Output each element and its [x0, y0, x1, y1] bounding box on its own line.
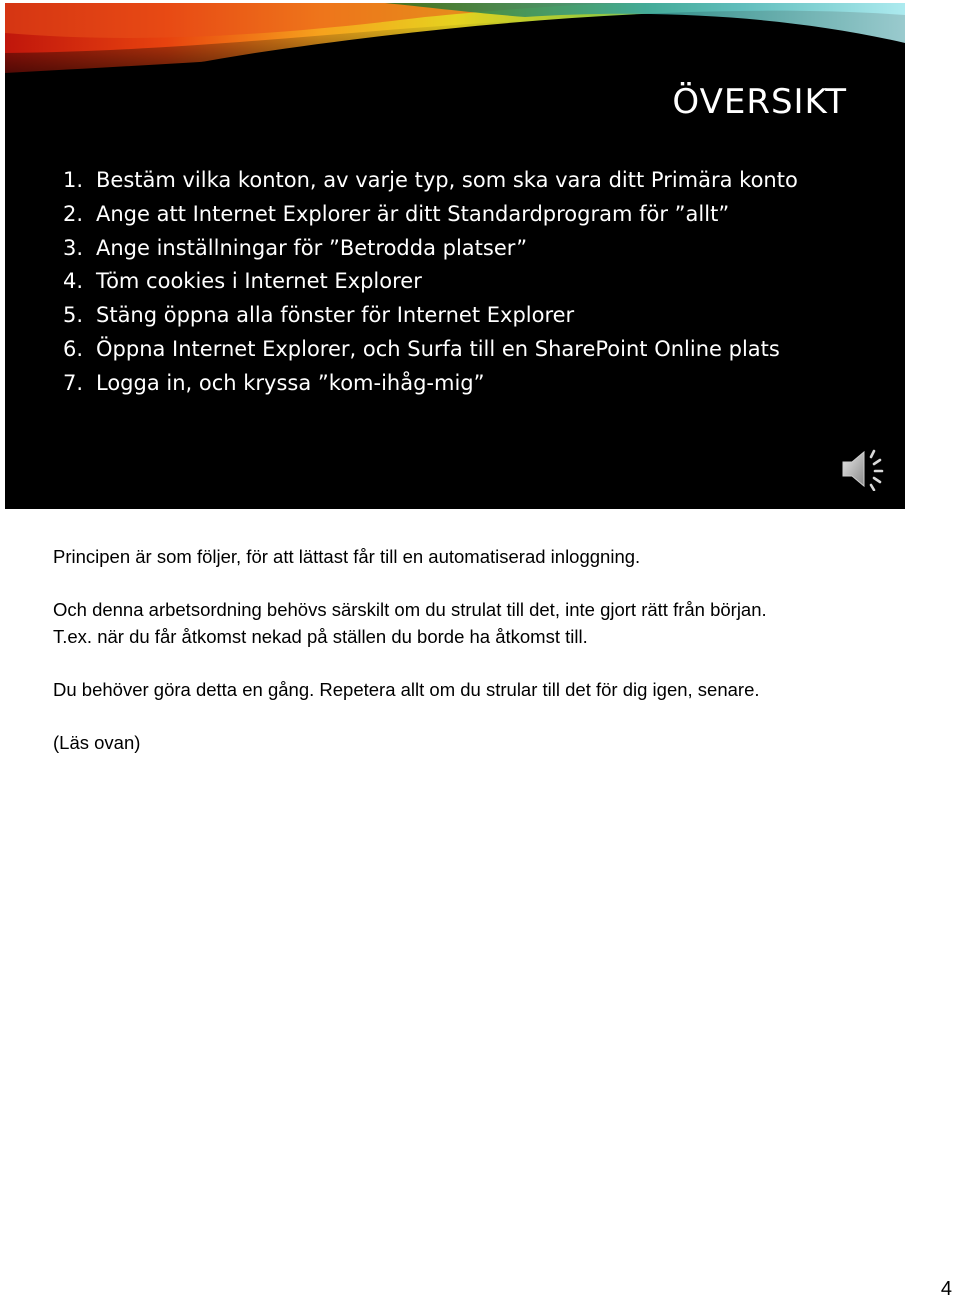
list-item — [63, 333, 798, 367]
list-item-number: 4. — [63, 269, 84, 294]
notes-line: Och denna arbetsordning behövs särskilt om du strulat till det, inte gjort rätt från början. — [53, 599, 767, 620]
slide-thumbnail — [5, 3, 905, 509]
list-item — [63, 164, 798, 198]
list-item-number: 3. — [63, 235, 84, 260]
list-item-text: Bestäm vilka konton, av varje typ, som ska vara ditt Primära konto — [96, 168, 798, 192]
notes-paragraph: Du behöver göra detta en gång. Repetera allt om du strular till det för dig igen, senare. — [53, 679, 760, 700]
list-item — [63, 299, 798, 333]
slide-title: ÖVERSIKT — [672, 82, 847, 122]
notes-paragraph — [53, 596, 913, 650]
list-item-text: Logga in, och kryssa ”kom-ihåg-mig” — [96, 370, 485, 395]
list-item-text: Öppna Internet Explorer, och Surfa till en SharePoint Online plats — [96, 336, 780, 361]
list-item-number: 5. — [63, 303, 84, 328]
list-item-number: 6. — [63, 336, 84, 361]
list-item — [63, 367, 798, 401]
list-item — [63, 265, 798, 299]
list-item-text: Stäng öppna alla fönster för Internet Explorer — [96, 303, 575, 328]
list-item — [63, 198, 798, 232]
slide-step-list — [63, 164, 798, 401]
list-item-text: Töm cookies i Internet Explorer — [96, 269, 422, 294]
notes-paragraph: (Läs ovan) — [53, 732, 141, 753]
notes-line: T.ex. när du får åtkomst nekad på ställen du borde ha åtkomst till. — [53, 626, 588, 647]
list-item-text: Ange att Internet Explorer är ditt Standardprogram för ”allt” — [96, 201, 730, 226]
list-item-number: 7. — [63, 370, 84, 395]
list-item-text: Ange inställningar för ”Betrodda platser” — [96, 235, 528, 260]
list-item-number: 2. — [63, 201, 84, 226]
list-item — [63, 232, 798, 266]
speaker-notes — [53, 543, 913, 782]
speaker-icon[interactable] — [841, 447, 889, 491]
page-number: 4 — [940, 1278, 952, 1300]
list-item-number: 1. — [63, 168, 84, 192]
notes-paragraph: Principen är som följer, för att lättast får till en automatiserad inloggning. — [53, 546, 641, 567]
